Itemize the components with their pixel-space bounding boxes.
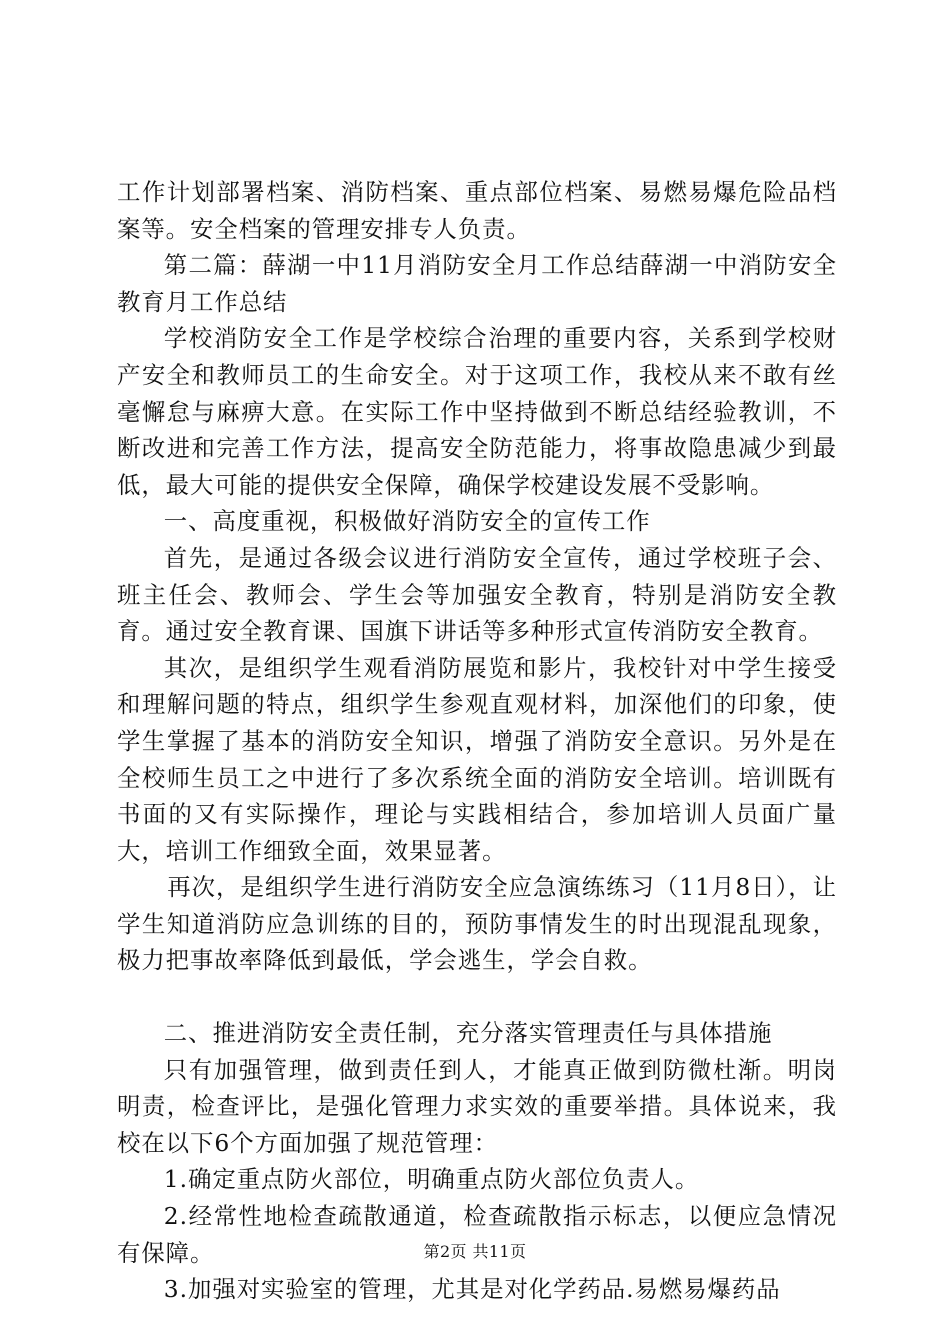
list-item-3: 3.加强对实验室的管理，尤其是对化学药品.易燃易爆药品 — [163, 1275, 781, 1304]
list-item-1: 1.确定重点防火部位，明确重点防火部位负责人。 — [163, 1165, 700, 1194]
paragraph-first: 首先，是通过各级会议进行消防安全宣传，通过学校班子会、班主任会、教师会、学生会等加强安全教育，特别是消防安全教育。通过安全教育课、国旗下讲话等多种形式宣传消防安全教育。 — [117, 543, 837, 646]
page-number-footer: 第2页 共11页 — [423, 1242, 527, 1261]
chapter-heading: 第二篇：薛湖一中11月消防安全月工作总结薛湖一中消防安全教育月工作总结 — [117, 251, 837, 316]
paragraph-intro: 学校消防安全工作是学校综合治理的重要内容，关系到学校财产安全和教师员工的生命安全。对于这项工作，我校从来不敢有丝毫懈怠与麻痹大意。在实际工作中坚持做到不断总结经验教训，不断改进和完善工作方法，提高安全防范能力，将事故隐患减少到最低，最大可能的提供安全保障，确保学校建设发展不受影响。 — [117, 324, 837, 499]
paragraph-third: 再次，是组织学生进行消防安全应急演练练习（11月8日），让学生知道消防应急训练的目的，预防事情发生的时出现混乱现象，极力把事故率降低到最低，学会逃生，学会自救。 — [117, 873, 837, 975]
paragraph-management: 只有加强管理，做到责任到人，才能真正做到防微杜渐。明岗明责，检查评比，是强化管理力求实效的重要举措。具体说来，我校在以下6个方面加强了规范管理： — [117, 1055, 837, 1157]
list-item-2: 2.经常性地检查疏散通道，检查疏散指示标志，以便应急情况有保障。 — [117, 1202, 837, 1267]
document-body — [117, 174, 837, 1308]
paragraph-second: 其次，是组织学生观看消防展览和影片，我校针对中学生接受和理解问题的特点，组织学生参观直观材料，加深他们的印象，使学生掌握了基本的消防安全知识，增强了消防安全意识。另外是在全校师生员工之中进行了多次系统全面的消防安全培训。培训既有书面的又有实际操作，理论与实践相结合，参加培训人员面广量大，培训工作细致全面，效果显著。 — [117, 653, 837, 865]
section-heading-2: 二、推进消防安全责任制，充分落实管理责任与具体措施 — [163, 1019, 773, 1048]
paragraph-continuation: 工作计划部署档案、消防档案、重点部位档案、易燃易爆危险品档案等。安全档案的管理安排专人负责。 — [117, 178, 837, 243]
section-heading-1: 一、高度重视，积极做好消防安全的宣传工作 — [163, 507, 651, 536]
